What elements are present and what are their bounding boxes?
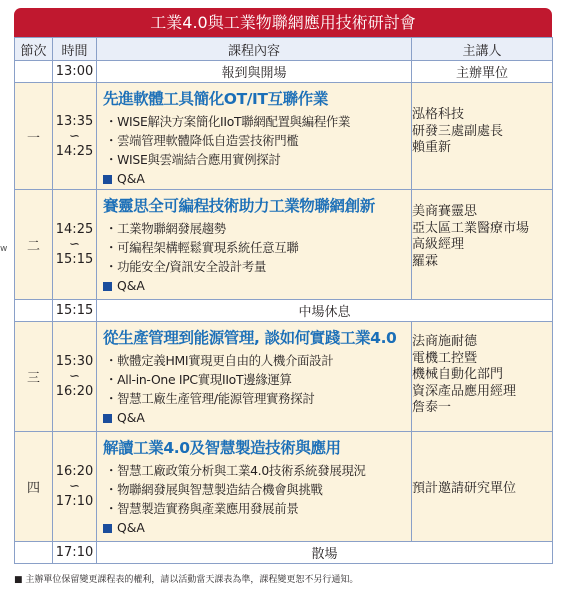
opening-time: 13:00: [53, 61, 97, 83]
header-num: 節次: [15, 38, 53, 61]
session-qa: Q&A: [97, 408, 411, 427]
session-bullet: ・智慧工廠政策分析與工業4.0技術系統發展現況: [105, 463, 366, 478]
session-time: [53, 322, 97, 432]
break-content: 中場休息: [97, 300, 553, 322]
session-bullet: ・工業物聯網發展趨勢: [105, 221, 226, 236]
closing-row: [15, 542, 553, 564]
session-time: [53, 83, 97, 190]
header-time: 時間: [53, 38, 97, 61]
session-time-start: 15:30: [55, 354, 94, 369]
banner-title: 工業4.0與工業物聯網應用技術研討會: [14, 8, 552, 37]
session-bullet: ・WISE解決方案簡化IIoT聯網配置與編程作業: [105, 114, 351, 129]
session-qa: Q&A: [97, 169, 411, 188]
session-content: [97, 83, 412, 190]
session-num: 二: [15, 190, 53, 300]
square-bullet-icon: [103, 414, 112, 423]
edge-mark: w: [0, 244, 8, 254]
header-speaker: 主講人: [412, 38, 553, 61]
session-row: [15, 322, 553, 432]
session-qa: Q&A: [97, 276, 411, 295]
session-time-start: 14:25: [55, 222, 94, 237]
footnote: ■ 主辦單位保留變更課程表的權利，請以活動當天課表為準，課程變更恕不另行通知。: [14, 575, 359, 585]
session-time-end: 17:10: [55, 494, 94, 509]
session-time-start: 16:20: [55, 464, 94, 479]
session-speaker: 法商施耐德 電機工控暨 機械自動化部門 資深產品應用經理 詹泰一: [412, 322, 553, 432]
header-row: [15, 38, 553, 61]
session-time-sep: ∽: [69, 369, 80, 384]
square-bullet-icon: [103, 282, 112, 291]
session-bullet: ・功能安全/資訊安全設計考量: [105, 259, 267, 274]
session-time-start: 13:35: [55, 113, 94, 129]
session-time-sep: ∽: [69, 237, 80, 252]
session-time-end: 15:15: [55, 252, 94, 267]
session-speaker: 預計邀請研究單位: [412, 432, 553, 542]
session-bullet: ・物聯網發展與智慧製造結合機會與挑戰: [105, 482, 323, 497]
session-qa: Q&A: [97, 518, 411, 537]
session-num: 四: [15, 432, 53, 542]
session-bullet: ・All-in-One IPC實現IIoT邊緣運算: [105, 372, 292, 387]
session-time-sep: ∽: [69, 128, 80, 144]
session-content: [97, 322, 412, 432]
session-bullet: ・智慧工廠生產管理/能源管理實務探討: [105, 391, 315, 406]
session-row: [15, 83, 553, 190]
session-row: [15, 190, 553, 300]
session-speaker: 美商賽靈思 亞太區工業醫療市場 高級經理 羅霖: [412, 190, 553, 300]
session-time-end: 16:20: [55, 384, 94, 399]
session-speaker: 泓格科技 研發三處副處長 賴重新: [412, 83, 553, 190]
session-content: [97, 190, 412, 300]
session-bullet: ・WISE與雲端結合應用實例探討: [105, 152, 281, 167]
session-time-end: 14:25: [55, 143, 94, 159]
session-bullet: ・雲端管理軟體降低自造雲技術門檻: [105, 133, 299, 148]
square-bullet-icon: [103, 524, 112, 533]
session-num: 三: [15, 322, 53, 432]
session-bullet: ・可編程架構輕鬆實現系統任意互聯: [105, 240, 299, 255]
closing-time: 17:10: [53, 542, 97, 564]
session-time: [53, 432, 97, 542]
session-row: [15, 432, 553, 542]
square-bullet-icon: [103, 175, 112, 184]
session-content: [97, 432, 412, 542]
header-content: 課程內容: [97, 38, 412, 61]
session-title: 賽靈思全可編程技術助力工業物聯網創新: [103, 197, 375, 215]
session-num: 一: [15, 83, 53, 190]
session-title: 先進軟體工具簡化OT/IT互聯作業: [103, 90, 328, 108]
opening-content: 報到與開場: [97, 61, 412, 83]
session-bullet: ・軟體定義HMI實現更自由的人機介面設計: [105, 353, 334, 368]
schedule-table: [14, 37, 553, 564]
session-time: [53, 190, 97, 300]
closing-content: 散場: [97, 542, 553, 564]
session-time-sep: ∽: [69, 479, 80, 494]
break-time: 15:15: [53, 300, 97, 322]
session-title: 從生產管理到能源管理, 談如何實踐工業4.0: [103, 329, 397, 347]
session-bullet: ・智慧製造實務與產業應用發展前景: [105, 501, 299, 516]
session-title: 解讀工業4.0及智慧製造技術與應用: [103, 439, 341, 457]
opening-row: [15, 61, 553, 83]
opening-speaker: 主辦單位: [412, 61, 553, 83]
break-row: [15, 300, 553, 322]
